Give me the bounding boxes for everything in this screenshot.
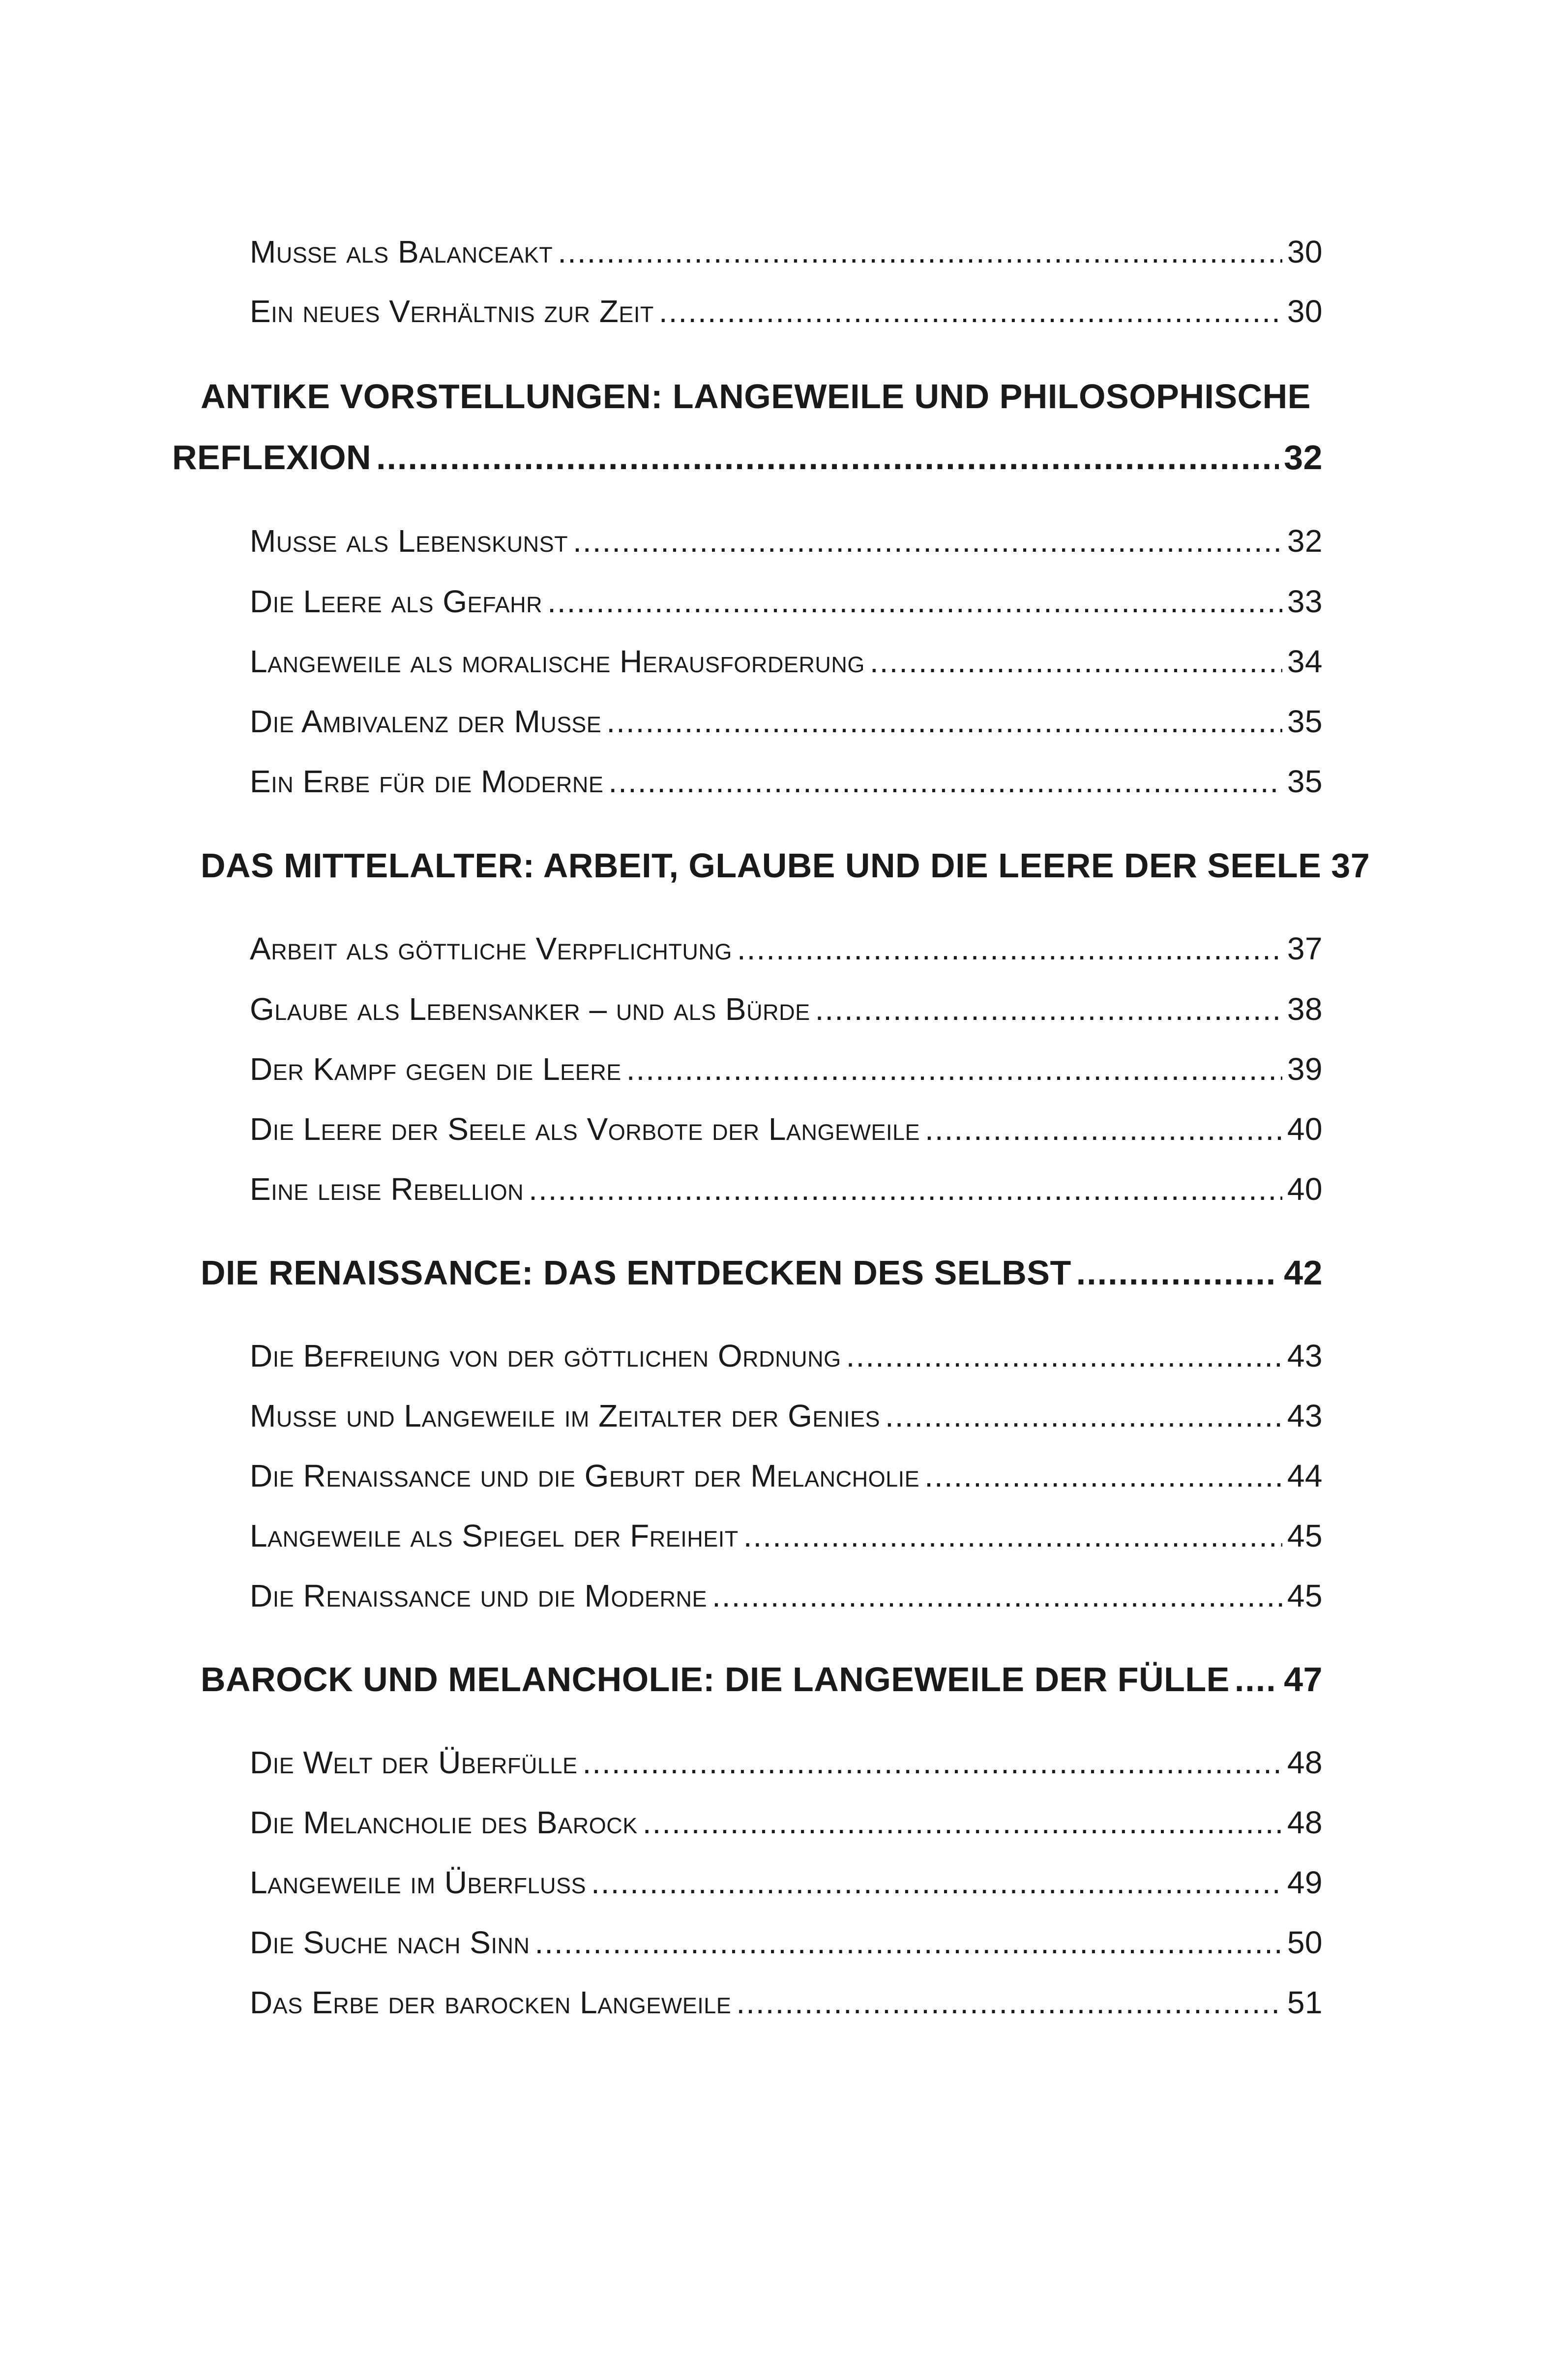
toc-entry[interactable] (250, 991, 1323, 1027)
toc-chapter[interactable] (201, 1253, 1323, 1292)
dot-leader (815, 991, 1282, 1027)
toc-chapter-title: DAS MITTELALTER: ARBEIT, GLAUBE UND DIE LEERE DER SEELE (201, 846, 1322, 885)
toc-entry-page: 48 (1287, 1805, 1323, 1840)
dot-leader (376, 438, 1279, 477)
toc-entry-title: Die Leere als Gefahr (250, 584, 543, 619)
toc-entry[interactable] (250, 1458, 1323, 1494)
toc-entry[interactable] (250, 643, 1323, 680)
dot-leader (573, 523, 1282, 559)
toc-entry-title: Arbeit als göttliche Verpflichtung (250, 931, 732, 966)
toc-entry[interactable] (250, 523, 1323, 559)
toc-entry-title: Muße als Balanceakt (250, 234, 553, 269)
toc-entry[interactable] (250, 763, 1323, 800)
toc-entry-title: Die Leere der Seele als Vorbote der Langeweile (250, 1111, 920, 1147)
toc-entry[interactable] (250, 583, 1323, 620)
toc-entry-title: Die Suche nach Sinn (250, 1925, 530, 1960)
toc-entry[interactable] (250, 293, 1323, 329)
toc-entry[interactable] (250, 1398, 1323, 1434)
dot-leader (534, 1924, 1282, 1961)
toc-entry-page: 34 (1287, 644, 1323, 679)
toc-chapter-title-line[interactable]: ANTIKE VORSTELLUNGEN: LANGEWEILE UND PHILOSOPHISCHE (201, 377, 1311, 416)
toc-entry[interactable] (250, 1578, 1323, 1614)
toc-chapter[interactable] (201, 1660, 1323, 1699)
toc-entry-title: Langeweile als Spiegel der Freiheit (250, 1518, 739, 1553)
toc-chapter[interactable] (172, 438, 1323, 477)
toc-entry[interactable] (250, 703, 1323, 740)
toc-chapter-page: 37 (1331, 846, 1370, 885)
toc-entry-page: 40 (1287, 1111, 1323, 1147)
toc-entry[interactable] (250, 1338, 1323, 1374)
toc-entry-page: 38 (1287, 991, 1323, 1027)
toc-entry-page: 43 (1287, 1338, 1323, 1373)
dot-leader (924, 1458, 1282, 1494)
toc-entry-page: 50 (1287, 1925, 1323, 1960)
toc-entry-page: 35 (1287, 764, 1323, 799)
toc-entry[interactable] (250, 1171, 1323, 1207)
toc-entry-title: Muße als Lebenskunst (250, 523, 568, 559)
toc-chapter[interactable] (201, 846, 1370, 885)
toc-entry-title: Der Kampf gegen die Leere (250, 1051, 621, 1087)
toc-entry-title: Die Renaissance und die Moderne (250, 1578, 708, 1613)
dot-leader (659, 293, 1282, 329)
toc-entry-page: 43 (1287, 1398, 1323, 1433)
toc-entry[interactable] (250, 234, 1323, 270)
toc-entry-page: 44 (1287, 1458, 1323, 1493)
toc-entry-title: Langeweile im Überfluss (250, 1865, 586, 1900)
toc-entry-page: 37 (1287, 931, 1323, 966)
toc-chapter-title: BAROCK UND MELANCHOLIE: DIE LANGEWEILE DER FÜLLE (201, 1660, 1230, 1699)
dot-leader (558, 234, 1282, 270)
dot-leader (547, 583, 1282, 620)
toc-chapter-page: 42 (1284, 1254, 1323, 1292)
dot-leader (925, 1111, 1282, 1147)
toc-entry[interactable] (250, 1051, 1323, 1087)
toc-entry-page: 49 (1287, 1865, 1323, 1900)
dot-leader (743, 1518, 1282, 1554)
toc-entry-title: Die Befreiung von der göttlichen Ordnung (250, 1338, 841, 1373)
toc-entry-page: 30 (1287, 234, 1323, 269)
dot-leader (608, 763, 1282, 800)
toc-entry-page: 45 (1287, 1518, 1323, 1553)
dot-leader (643, 1804, 1282, 1841)
dot-leader (1076, 1253, 1279, 1292)
toc-entry-page: 30 (1287, 294, 1323, 329)
dot-leader (582, 1744, 1282, 1781)
dot-leader (737, 930, 1282, 967)
dot-leader (606, 703, 1282, 740)
toc-entry-page: 45 (1287, 1578, 1323, 1613)
toc-entry[interactable] (250, 1924, 1323, 1961)
toc-entry-title: Das Erbe der barocken Langeweile (250, 1985, 732, 2020)
toc-entry-title: Eine leise Rebellion (250, 1171, 524, 1207)
dot-leader (1235, 1660, 1279, 1699)
dot-leader (712, 1578, 1282, 1614)
toc-entry-page: 33 (1287, 584, 1323, 619)
dot-leader (591, 1864, 1282, 1901)
toc-entry-page: 40 (1287, 1171, 1323, 1207)
toc-chapter-page: 32 (1284, 438, 1323, 477)
toc-entry-title: Ein neues Verhältnis zur Zeit (250, 294, 654, 329)
dot-leader (846, 1338, 1282, 1374)
toc-entry-title: Ein Erbe für die Moderne (250, 764, 604, 799)
toc-chapter-title: REFLEXION (172, 438, 372, 477)
toc-entry[interactable] (250, 1864, 1323, 1901)
dot-leader (626, 1051, 1282, 1087)
toc-chapter-title: DIE RENAISSANCE: DAS ENTDECKEN DES SELBST (201, 1254, 1071, 1292)
toc-entry-title: Glaube als Lebensanker – und als Bürde (250, 991, 810, 1027)
toc-entry[interactable] (250, 1804, 1323, 1841)
toc-entry-page: 51 (1287, 1985, 1323, 2020)
toc-entry-page: 35 (1287, 704, 1323, 739)
toc-entry-page: 39 (1287, 1051, 1323, 1087)
toc-chapter-page: 47 (1284, 1660, 1323, 1699)
toc-entry-title: Die Melancholie des Barock (250, 1805, 638, 1840)
toc-entry[interactable] (250, 1111, 1323, 1147)
toc-entry-title: Muße und Langeweile im Zeitalter der Genies (250, 1398, 880, 1433)
dot-leader (736, 1984, 1282, 2021)
toc-entry[interactable] (250, 1744, 1323, 1781)
toc-entry-page: 48 (1287, 1745, 1323, 1780)
toc-entry[interactable] (250, 1984, 1323, 2021)
toc-entry[interactable] (250, 930, 1323, 967)
toc-entry-title: Langeweile als moralische Herausforderung (250, 644, 865, 679)
dot-leader (529, 1171, 1282, 1207)
toc-entry-title: Die Ambivalenz der Muße (250, 704, 602, 739)
toc-entry-title: Die Renaissance und die Geburt der Melancholie (250, 1458, 920, 1493)
toc-entry-title: Die Welt der Überfülle (250, 1745, 578, 1780)
toc-entry-page: 32 (1287, 523, 1323, 559)
dot-leader (885, 1398, 1282, 1434)
toc-entry[interactable] (250, 1518, 1323, 1554)
dot-leader (870, 643, 1282, 680)
